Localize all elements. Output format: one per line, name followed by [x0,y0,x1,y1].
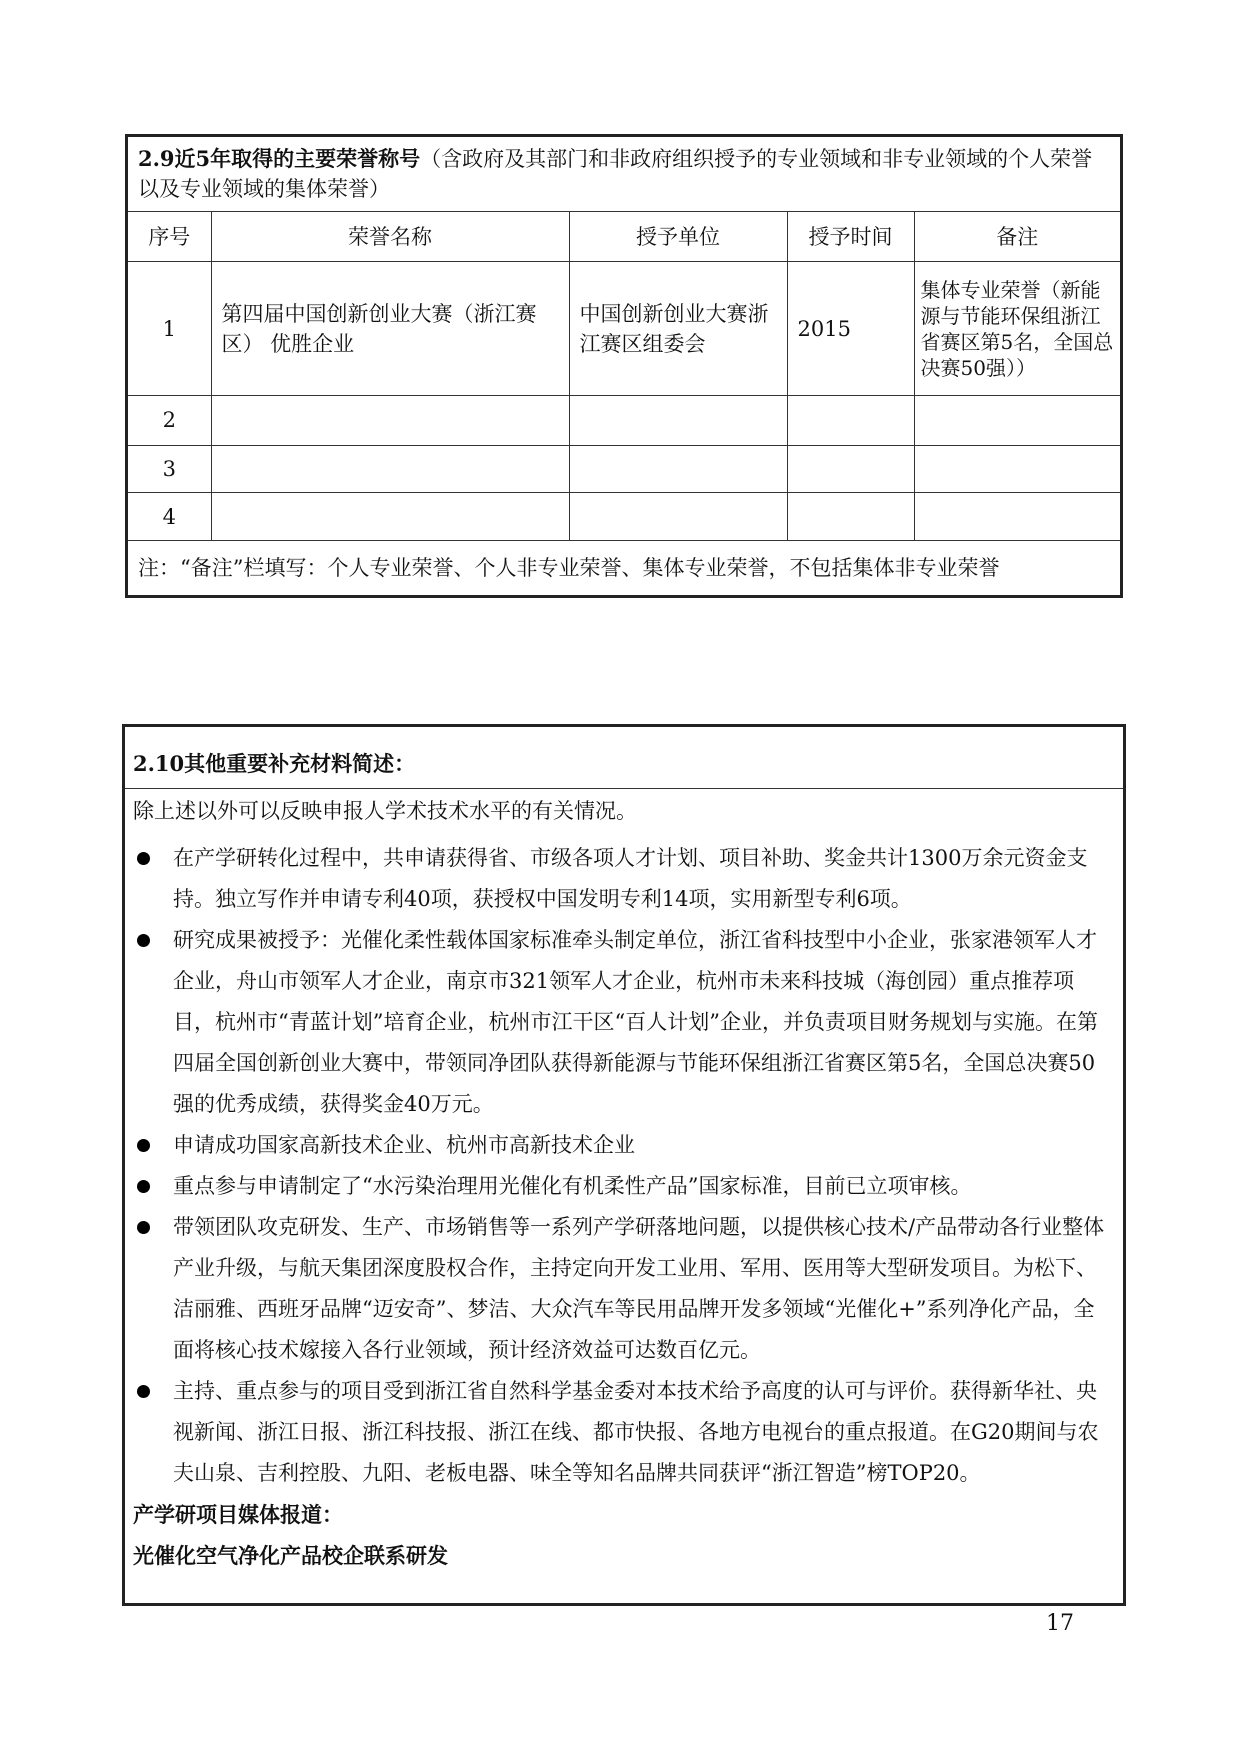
header-remarks: 备注 [914,212,1120,262]
supplement-section [122,724,1126,1606]
row-grant-time: 2015 [787,262,914,395]
table-row [128,445,1120,493]
honors-section [125,134,1123,598]
media-heading: 产学研项目媒体报道： [133,1502,343,1527]
row-granting-unit [569,395,787,445]
row-index: 2 [128,395,211,445]
table-row [128,493,1120,541]
supplement-bullet-list [133,838,1113,1494]
honors-footnote: 注：“备注”栏填写：个人专业荣誉、个人非专业荣誉、集体专业荣誉，不包括集体非专业荣誉 [128,541,1120,595]
list-item-text: 申请成功国家高新技术企业、杭州市高新技术企业 [173,1133,635,1157]
row-index: 3 [128,445,211,493]
honors-title [128,137,1120,212]
row-index: 4 [128,493,211,541]
list-item [133,1371,1113,1494]
list-item [133,1207,1113,1371]
row-grant-time [787,445,914,493]
row-honor-name: 第四届中国创新创业大赛（浙江赛区） 优胜企业 [211,262,569,395]
row-granting-unit [569,445,787,493]
honors-title-rest: （含政府及其部门和非政府组织授予的专业领域和非专业领域的个人荣誉以及专业领域的集体荣誉） [138,147,1093,202]
media-subheading: 光催化空气净化产品校企联系研发 [133,1543,448,1568]
list-item-text: 带领团队攻克研发、生产、市场销售等一系列产学研落地问题，以提供核心技术/产品带动各行业整体产业升级，与航天集团深度股权合作，主持定向开发工业用、军用、医用等大型研发项目。为松下、洁丽雅、西班牙品牌“迈安奇”、梦洁、大众汽车等民用品牌开发多领域“光催化+”系列净化产品，全面将核心技术嫁接入各行业领域，预计经济效益可达数百亿元。 [173,1215,1105,1362]
row-grant-time [787,493,914,541]
table-row [128,262,1120,395]
list-item-text: 研究成果被授予：光催化柔性载体国家标准牵头制定单位，浙江省科技型中小企业，张家港领军人才企业，舟山市领军人才企业，南京市321领军人才企业，杭州市未来科技城（海创园）重点推荐项目，杭州市“青蓝计划”培育企业，杭州市江干区“百人计划”企业，并负责项目财务规划与实施。在第四届全国创新创业大赛中，带领同净团队获得新能源与节能环保组浙江省赛区第5名，全国总决赛50强的优秀成绩，获得奖金40万元。 [173,928,1098,1116]
bullet-dot-icon [137,1180,150,1193]
row-remarks: 集体专业荣誉（新能源与节能环保组浙江省赛区第5名，全国总决赛50强）） [914,262,1120,395]
header-index: 序号 [128,212,211,262]
bullet-dot-icon [137,1385,150,1398]
row-remarks [914,445,1120,493]
supplement-title: 2.10其他重要补充材料简述： [125,727,1123,789]
bullet-dot-icon [137,1139,150,1152]
row-honor-name [211,395,569,445]
bullet-dot-icon [137,934,150,947]
row-remarks [914,395,1120,445]
row-honor-name [211,445,569,493]
honors-header-row [128,212,1120,262]
list-item-text: 主持、重点参与的项目受到浙江省自然科学基金委对本技术给予高度的认可与评价。获得新华社、央视新闻、浙江日报、浙江科技报、浙江在线、都市快报、各地方电视台的重点报道。在G20期间与农夫山泉、吉利控股、九阳、老板电器、味全等知名品牌共同获评“浙江智造”榜TOP20。 [173,1379,1099,1485]
supplement-content [125,789,1123,1576]
row-honor-name [211,493,569,541]
row-index: 1 [128,262,211,395]
supplement-intro: 除上述以外可以反映申报人学术技术水平的有关情况。 [133,799,637,823]
list-item-text: 在产学研转化过程中，共申请获得省、市级各项人才计划、项目补助、奖金共计1300万余元资金支持。独立写作并申请专利40项，获授权中国发明专利14项，实用新型专利6项。 [173,846,1088,911]
table-row [128,395,1120,445]
list-item [133,838,1113,920]
honors-table [128,137,1120,595]
bullet-dot-icon [137,1221,150,1234]
honors-title-bold: 2.9近5年取得的主要荣誉称号 [138,146,421,172]
header-granting-unit: 授予单位 [569,212,787,262]
list-item [133,1166,1113,1207]
list-item [133,920,1113,1125]
list-item [133,1125,1113,1166]
header-grant-time: 授予时间 [787,212,914,262]
row-granting-unit: 中国创新创业大赛浙江赛区组委会 [569,262,787,395]
list-item-text: 重点参与申请制定了“水污染治理用光催化有机柔性产品”国家标准，目前已立项审核。 [173,1174,972,1198]
row-grant-time [787,395,914,445]
row-remarks [914,493,1120,541]
page-number: 17 [1046,1611,1074,1636]
header-honor-name: 荣誉名称 [211,212,569,262]
bullet-dot-icon [137,852,150,865]
row-granting-unit [569,493,787,541]
